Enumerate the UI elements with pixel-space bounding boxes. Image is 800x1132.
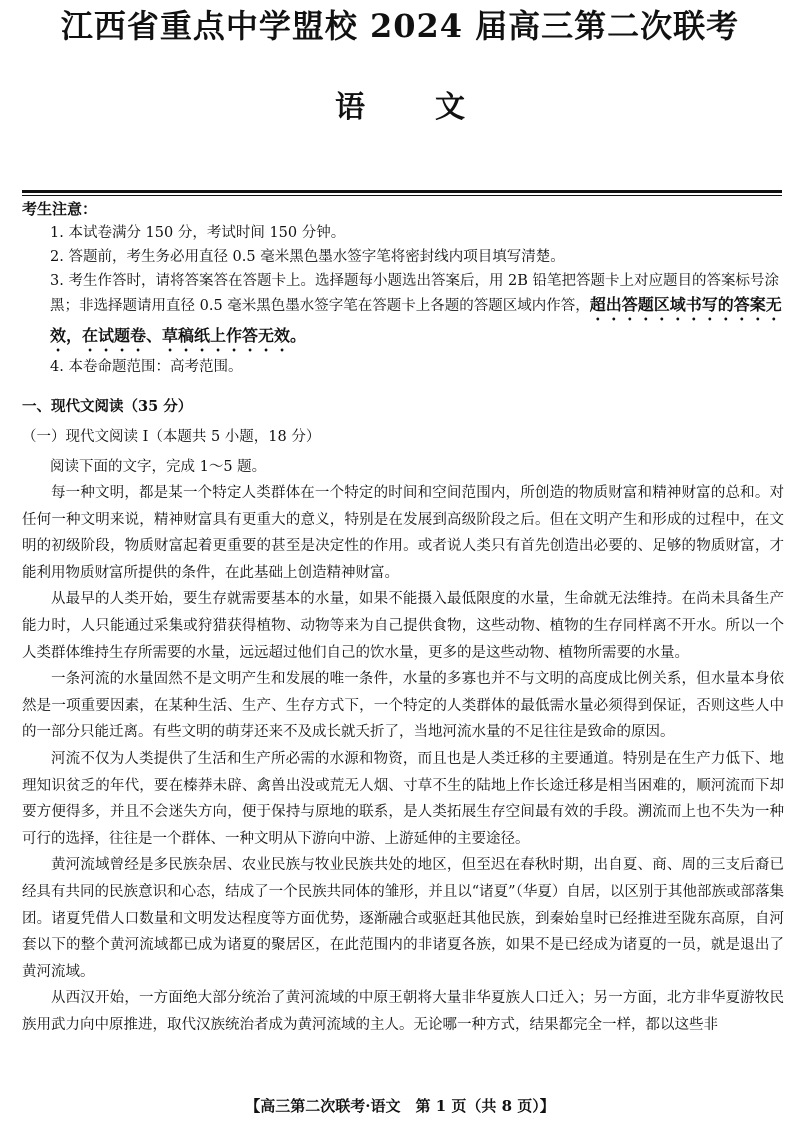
notice-item: 4. 本卷命题范围：高考范围。 xyxy=(50,359,243,375)
notice-item: 1. 本试卷满分 150 分，考试时间 150 分钟。 xyxy=(50,225,346,241)
page-footer: 【高三第二次联考·语文 第 1 页（共 8 页）】 xyxy=(245,1097,555,1115)
passage-paragraph: 河流不仅为人类提供了生活和生产所必需的水源和物资，而且也是人类迁移的主要通道。特别是在生产力低下、地理知识贫乏的年代，要在榛莽未辟、禽兽出没或荒无人烟、寸草不生的陆地上作长途迁移是相当困难的，顺河流而下却要方便得多，并且不会迷失方向，便于保持与原地的联系，是人类拓展生存空间最有效的手段。溯流而上也不失为一种可行的选择，往往是一个群体、一种文明从下游向中游、上游延伸的主要途径。 xyxy=(22,750,784,847)
passage-paragraph: 从最早的人类开始，要生存就需要基本的水量，如果不能摄入最低限度的水量，生命就无法维持。在尚未具备生产能力时，人只能通过采集或狩猎获得植物、动物等来为自己提供食物，这些动物、植物的生存同样离不开水。所以一个人类群体维持生存所需要的水量，远远超过他们自己的饮水量，更多的是这些动物、植物所需要的水量。 xyxy=(22,591,784,661)
notice-emphasis: 超出答题区域书写的答案无效，在试题卷、草稿纸上作答无效。 xyxy=(50,295,782,345)
passage-paragraph: 黄河流域曾经是多民族杂居、农业民族与牧业民族共处的地区，但至迟在春秋时期，出自夏、商、周的三支后裔已经具有共同的民族意识和心态，结成了一个民族共同体的雏形，并且以“诸夏”（华夏）自居，以区别于其他部族或部落集团。诸夏凭借人口数量和文明发达程度等方面优势，逐渐融合或驱赶其他民族，到秦始皇时已经推进至陇东高原，自河套以下的整个黄河流域都已成为诸夏的聚居区，在此范围内的非诸夏各族，如果不是已经成为诸夏的一员，就是退出了黄河流域。 xyxy=(22,857,784,980)
reading-instruction: 阅读下面的文字，完成 1～5 题。 xyxy=(50,459,267,475)
header-divider-thin xyxy=(22,195,782,196)
passage-paragraph: 每一种文明，都是某一个特定人类群体在一个特定的时间和空间范围内，所创造的物质财富和精神财富的总和。对任何一种文明来说，精神财富具有更重大的意义，特别是在发展到高级阶段之后。但在文明产生和形成的过程中，在文明的初级阶段，物质财富起着更重要的甚至是决定性的作用。或者说人类只有首先创造出必要的、足够的物质财富，才能利用物质财富所提供的条件，在此基础上创造精神财富。 xyxy=(22,485,784,581)
subject-title: 语文 xyxy=(335,90,535,125)
section-heading: 一、现代文阅读（35 分） xyxy=(22,398,193,415)
header-divider xyxy=(22,190,782,193)
exam-title: 江西省重点中学盟校 2024 届高三第二次联考 xyxy=(60,7,740,45)
notice-item-text: 3. 考生作答时，请将答案答在答题卡上。选择题每小题选出答案后，用 2B 铅笔把答题卡上对应题目的答案标号涂黑；非选择题请用直径 0.5 毫米黑色墨水签字笔在答题卡上各题的答题区域内作答， xyxy=(50,273,780,314)
notice-item: 2. 答题前，考生务必用直径 0.5 毫米黑色墨水签字笔将密封线内项目填写清楚。 xyxy=(50,249,565,265)
notice-list xyxy=(50,221,785,379)
subsection-heading: （一）现代文阅读 Ⅰ（本题共 5 小题，18 分） xyxy=(22,429,321,445)
passage-paragraph: 一条河流的水量固然不是文明产生和发展的唯一条件，水量的多寡也并不与文明的高度成比例关系，但水量本身依然是一项重要因素，在某种生活、生产、生存方式下，一个特定的人类群体的最低需水量必须得到保证，否则这些人中的一部分只能迁离。有些文明的萌芽还来不及成长就夭折了，当地河流水量的不足往往是致命的原因。 xyxy=(22,671,784,741)
notice-item xyxy=(50,269,785,355)
passage-paragraph: 从西汉开始，一方面绝大部分统治了黄河流域的中原王朝将大量非华夏族人口迁入；另一方面，北方非华夏游牧民族用武力向中原推进，取代汉族统治者成为黄河流域的主人。无论哪一种方式，结果都完全一样，都以这些非 xyxy=(22,990,784,1033)
notice-heading: 考生注意： xyxy=(22,200,98,218)
reading-passage xyxy=(22,480,784,1038)
